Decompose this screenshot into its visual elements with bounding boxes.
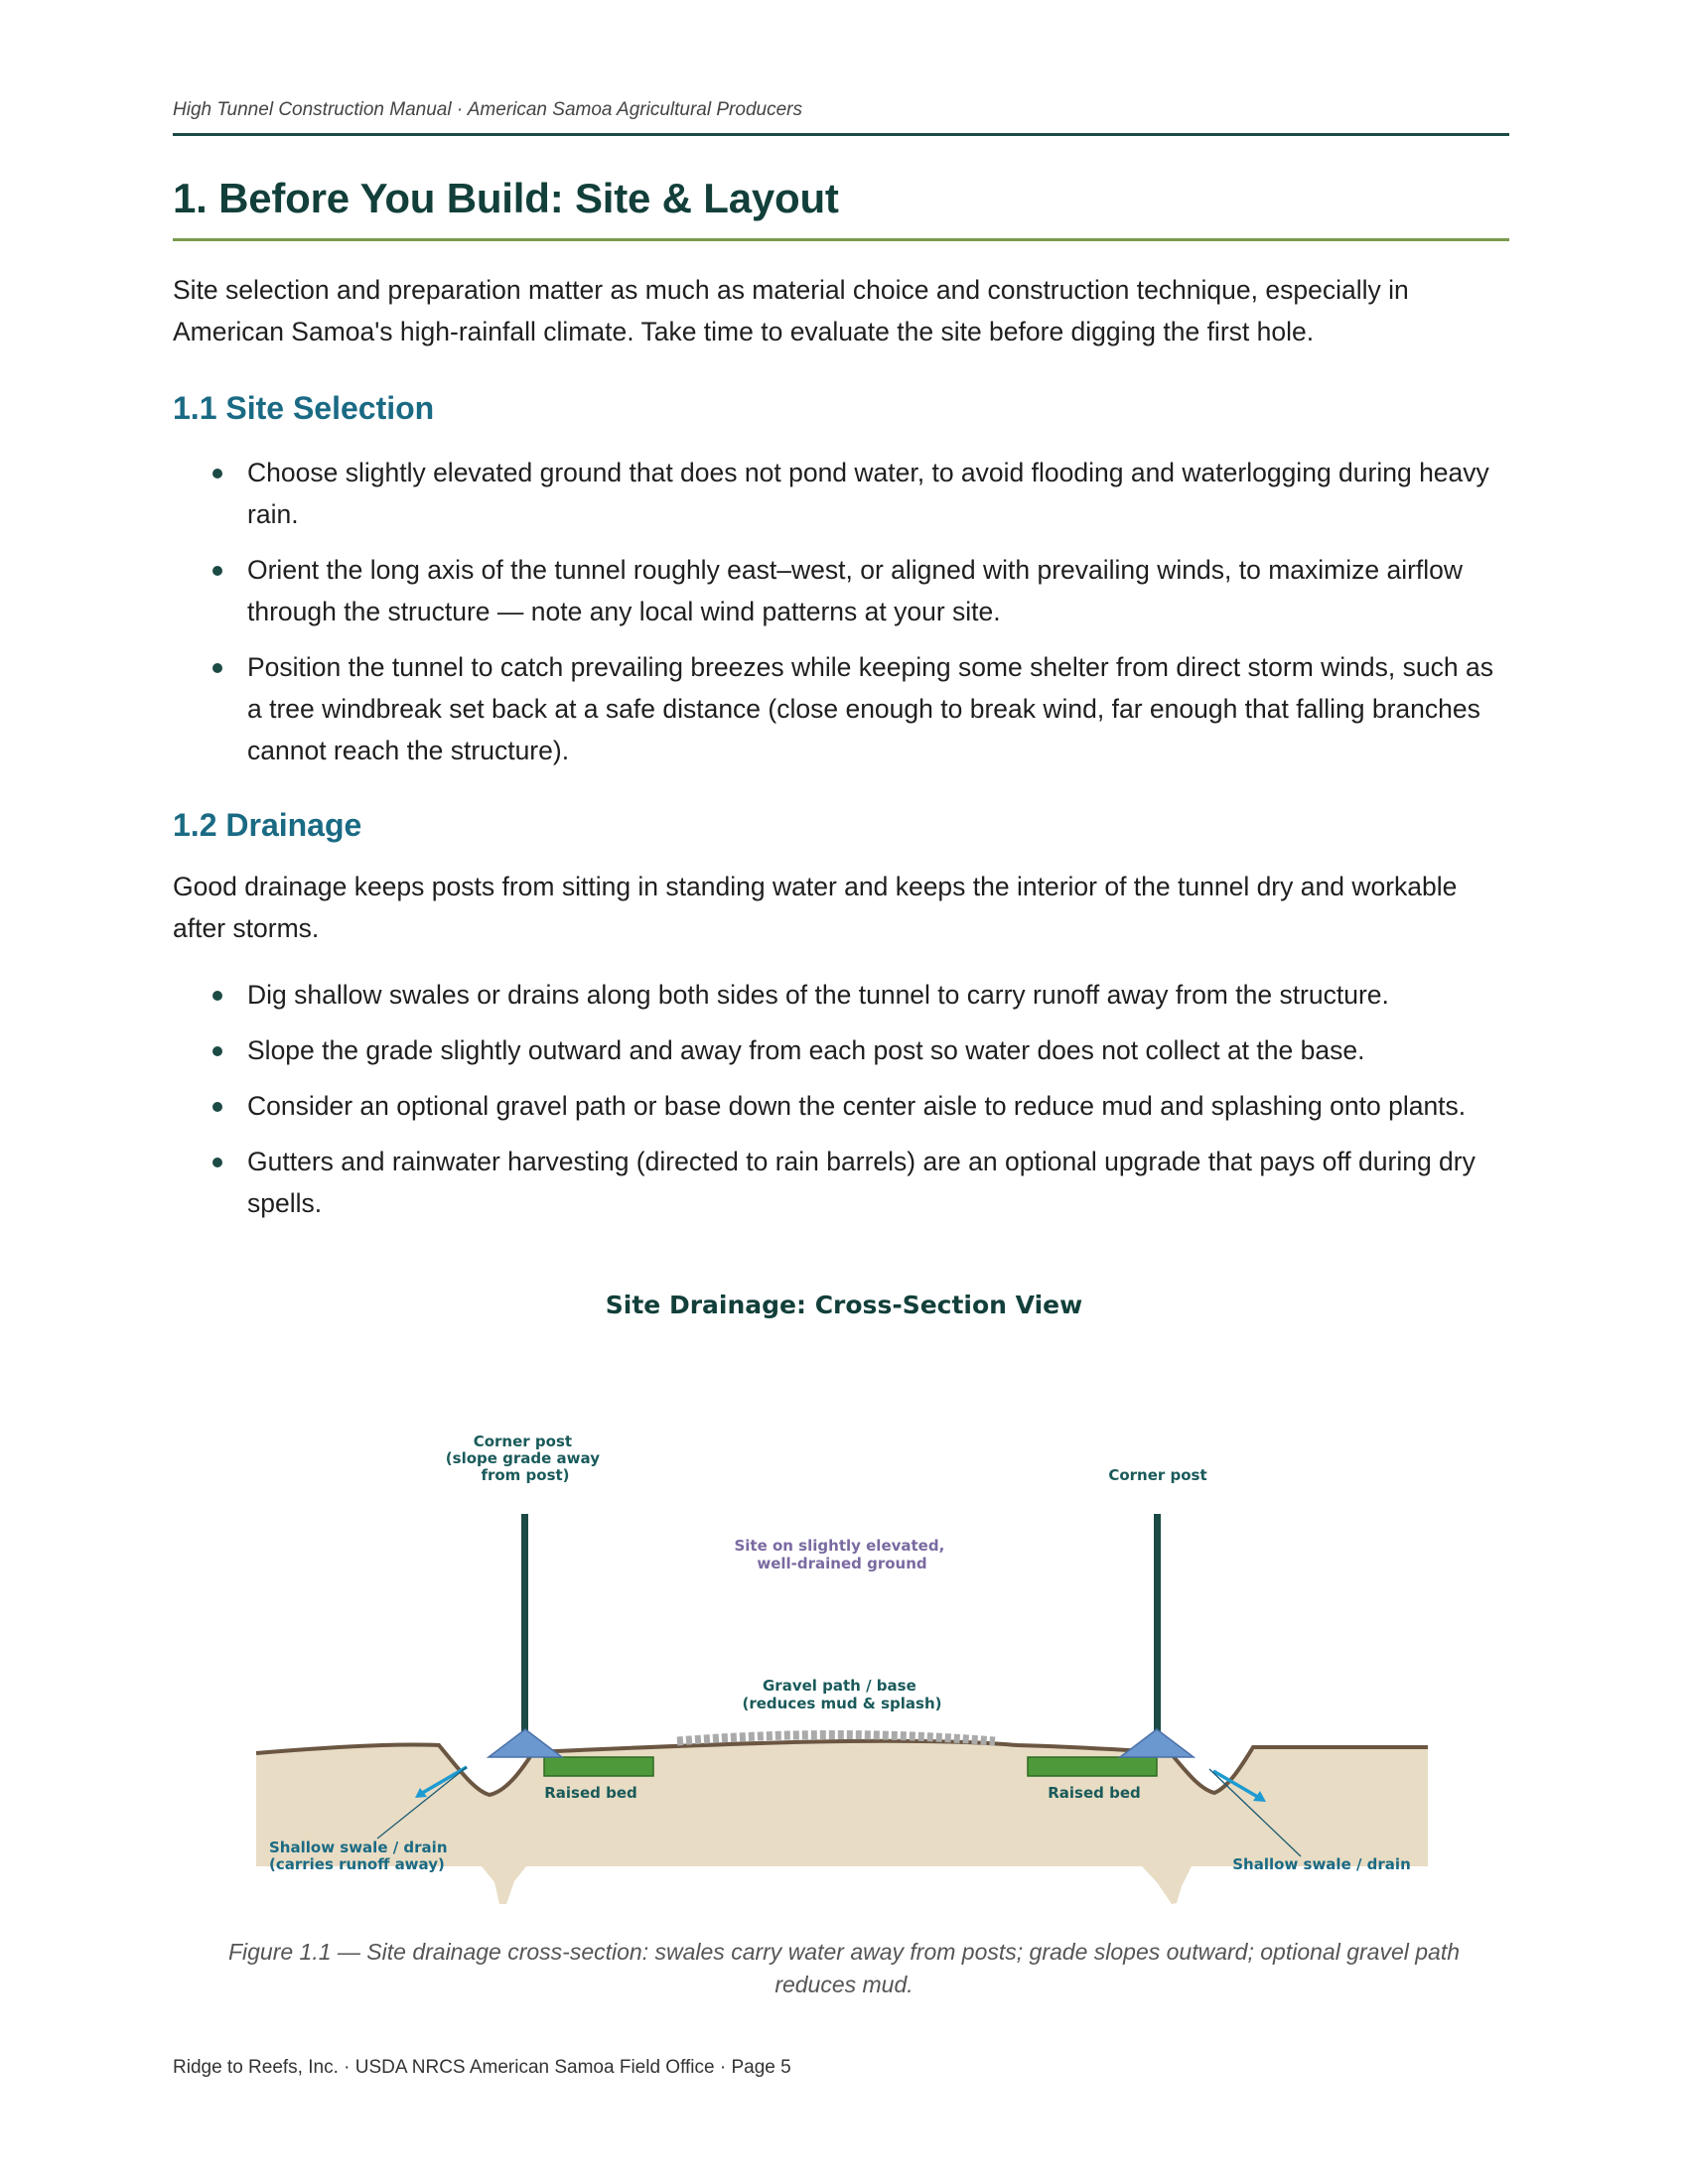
list-item: Choose slightly elevated ground that does not pond water, to avoid flooding and waterlogging during heavy rain. — [173, 452, 1513, 535]
swale-left-label: Shallow swale / drain (carries runoff away) — [269, 1839, 448, 1873]
raised-bed-right — [1028, 1757, 1157, 1776]
corner-post-right — [1154, 1514, 1161, 1740]
bullet-icon — [212, 1102, 222, 1112]
list-item: Slope the grade slightly outward and away from each post so water does not collect at the base. — [173, 1029, 1513, 1071]
list-item: Consider an optional gravel path or base down the center aisle to reduce mud and splashing onto plants. — [173, 1085, 1513, 1127]
bullet-icon — [212, 469, 222, 478]
drainage-heading: 1.2 Drainage — [173, 807, 362, 843]
figure-caption: Figure 1.1 — Site drainage cross-section: swales carry water away from posts; grade slopes outward; optional gravel path reduces mud. — [227, 1939, 1461, 1997]
raised-bed-right-label: Raised bed — [1048, 1784, 1141, 1802]
raised-bed-left-label: Raised bed — [544, 1784, 637, 1802]
site-selection-heading: 1.1 Site Selection — [173, 390, 435, 426]
corner-post-right-label: Corner post — [1108, 1466, 1207, 1484]
post-footing-right — [1120, 1729, 1194, 1757]
bullet-icon — [212, 1046, 222, 1056]
drainage-intro: Good drainage keeps posts from sitting in standing water and keeps the interior of the tunnel dry and workable after storms. — [173, 872, 1458, 943]
title-rule — [173, 238, 1509, 241]
list-item: Dig shallow swales or drains along both sides of the tunnel to carry runoff away from the structure. — [173, 974, 1513, 1016]
drainage-cross-section-diagram — [0, 1330, 1688, 1926]
bullet-icon — [212, 1158, 222, 1167]
corner-post-left-label: Corner post (slope grade away from post) — [445, 1433, 600, 1484]
list-item: Orient the long axis of the tunnel roughly east–west, or aligned with prevailing winds, to maximize airflow through the structure — note any local wind patterns at your site. — [173, 549, 1513, 632]
site-selection-list — [173, 452, 1513, 771]
page-footer: Ridge to Reefs, Inc. · USDA NRCS American Samoa Field Office · Page 5 — [173, 2057, 791, 2078]
list-item: Position the tunnel to catch prevailing breezes while keeping some shelter from direct storm winds, such as a tree windbreak set back at a safe distance (close enough to break wind, far enough that falling branches cannot reach the structure). — [173, 646, 1513, 771]
running-header: High Tunnel Construction Manual · American Samoa Agricultural Producers — [173, 99, 802, 120]
drainage-list — [173, 974, 1513, 1224]
soil-body — [256, 1741, 1428, 1904]
bullet-icon — [212, 991, 222, 1001]
corner-post-left — [521, 1514, 528, 1740]
bullet-icon — [212, 566, 222, 576]
post-footing-left — [489, 1729, 562, 1757]
raised-bed-left — [544, 1757, 653, 1776]
section-intro: Site selection and preparation matter as much as material choice and construction technique, especially in American Samoa's high-rainfall climate. Take time to evaluate the site before digging the first hole. — [173, 275, 1409, 346]
header-rule — [173, 133, 1509, 136]
figure-title: Site Drainage: Cross-Section View — [605, 1291, 1083, 1319]
bullet-icon — [212, 663, 222, 673]
swale-right-label: Shallow swale / drain — [1232, 1855, 1411, 1873]
list-item: Gutters and rainwater harvesting (directed to rain barrels) are an optional upgrade that pays off during dry spells. — [173, 1141, 1513, 1224]
section-title: 1. Before You Build: Site & Layout — [173, 175, 839, 221]
site-note-label: Site on slightly elevated, well-drained ground — [734, 1537, 945, 1572]
gravel-path-label: Gravel path / base (reduces mud & splash) — [742, 1677, 942, 1712]
